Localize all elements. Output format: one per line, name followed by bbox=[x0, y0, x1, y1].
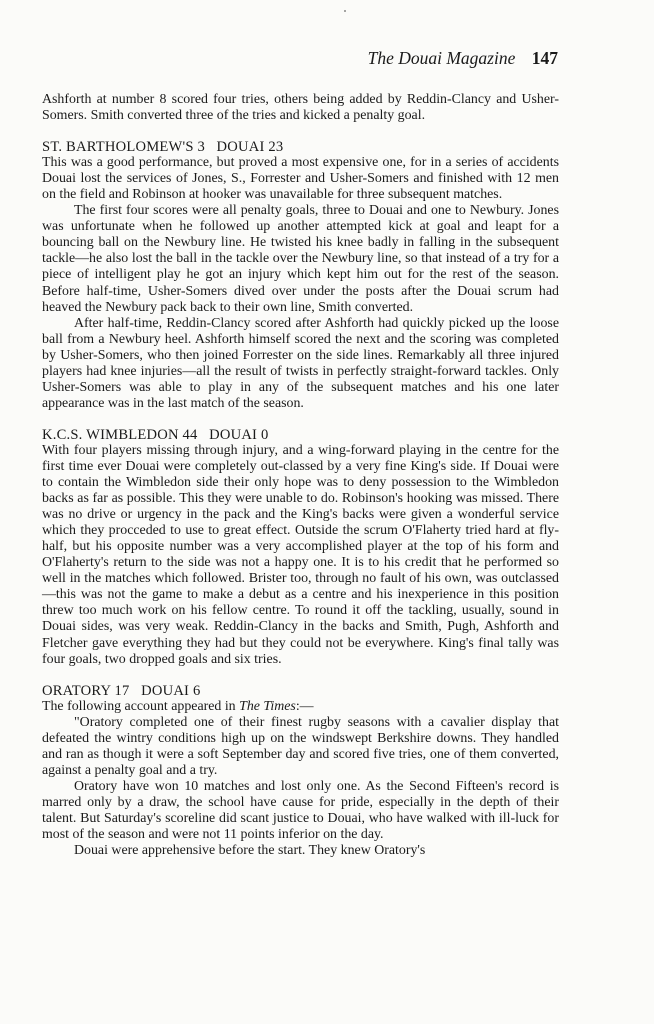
newspaper-name: The Times bbox=[239, 698, 296, 714]
magazine-title: The Douai Magazine bbox=[367, 48, 516, 68]
paragraph: With four players missing through injury, and a wing-forward playing in the centre for the first time ever Douai were completely out-classed by a very fine King's side. If Douai were to contain the Wimbledon side their only hope was to deny possession to the Wimbledon backs as far as possible. This they were unable to do. Robinson's hooking was missed. There was no drive or urgency in the pack and the King's backs were given a wonderful service which they procceded to use to great effect. Outside the scrum O'Flaherty tried hard at fly-half, but his opposite number was a very accomplished player at the top of his form and O'Flaherty's return to the side was not a happy one. It is to his credit that he performed so well in the matches which followed. Brister too, through no fault of his own, was outclassed—this was not the game to make a debut as a centre and his inexperience in this position threw too much work on his fellow centre. To round it off the tackling, usually, sound in Douai sides, was very weak. Reddin-Clancy in the backs and Smith, Pugh, Ashforth and Fletcher gave everything they had but they could not be everywhere. King's final tally was four goals, two dropped goals and six tries. bbox=[42, 442, 559, 667]
running-header bbox=[368, 48, 558, 69]
paragraph: Douai were apprehensive before the start. They knew Oratory's bbox=[74, 843, 426, 859]
match-heading-st-bartholomews: ST. BARTHOLOMEW'S 3 DOUAI 23 bbox=[42, 139, 284, 156]
paragraph: This was a good performance, but proved a most expensive one, for in a series of accidents Douai lost the services of Jones, S., Forrester and Usher-Somers and finished with 12 men on the field and Robinson at hooker was unavailable for three subsequent matches. bbox=[42, 155, 559, 203]
article-body bbox=[42, 92, 559, 859]
lead-suffix: :— bbox=[295, 698, 314, 714]
lead-prefix: The following account appeared in bbox=[42, 698, 240, 714]
paragraph: "Oratory completed one of their finest rugby seasons with a cavalier display that defeated the wintry conditions high up on the windswept Berkshire downs. They handled and ran as though it were a soft September day and scored five tries, one of them converted, against a penalty goal and a try. bbox=[42, 714, 559, 778]
scan-speck bbox=[344, 10, 346, 12]
paragraph: After half-time, Reddin-Clancy scored after Ashforth had quickly picked up the loose ball from a Newbury heel. Ashforth himself scored the next and the scoring was completed by Usher-Somers, who then joined Forrester on the side lines. Remarkably all three injured players had knee injuries—all the result of twists in perfectly straight-forward tackles. Only Usher-Somers was able to play in any of the subsequent matches and his one later appearance was in the last match of the season. bbox=[42, 315, 559, 411]
paragraph: The first four scores were all penalty goals, three to Douai and one to Newbury. Jones was unfortunate when he followed up another attempted kick at goal and leapt for a bouncing ball on the Newbury line. He twisted his knee badly in falling in the subsequent tackle—he also lost the ball in the tackle over the Newbury line, so that instead of a try for a piece of intelligent play he got an injury which kept him out for the rest of the season. Before half-time, Usher-Somers dived over under the posts after the Douai scrum had heaved the Newbury pack back to their own line, Smith converted. bbox=[42, 203, 559, 315]
paragraph: Oratory have won 10 matches and lost only one. As the Second Fifteen's record is marred only by a draw, the school have cause for pride, especially in the depth of their talent. But Saturday's scoreline did scant justice to Douai, who have walked with ill-luck for most of the season and were not 11 points inferior on the day. bbox=[42, 778, 559, 843]
intro-paragraph: Ashforth at number 8 scored four tries, others being added by Reddin-Clancy and Usher-Somers. Smith converted three of the tries and kicked a penalty goal. bbox=[42, 92, 559, 124]
lead-line bbox=[42, 699, 559, 715]
page-number: 147 bbox=[531, 48, 558, 68]
match-heading-oratory: ORATORY 17 DOUAI 6 bbox=[42, 682, 201, 699]
match-heading-kcs-wimbledon: K.C.S. WIMBLEDON 44 DOUAI 0 bbox=[42, 426, 269, 443]
